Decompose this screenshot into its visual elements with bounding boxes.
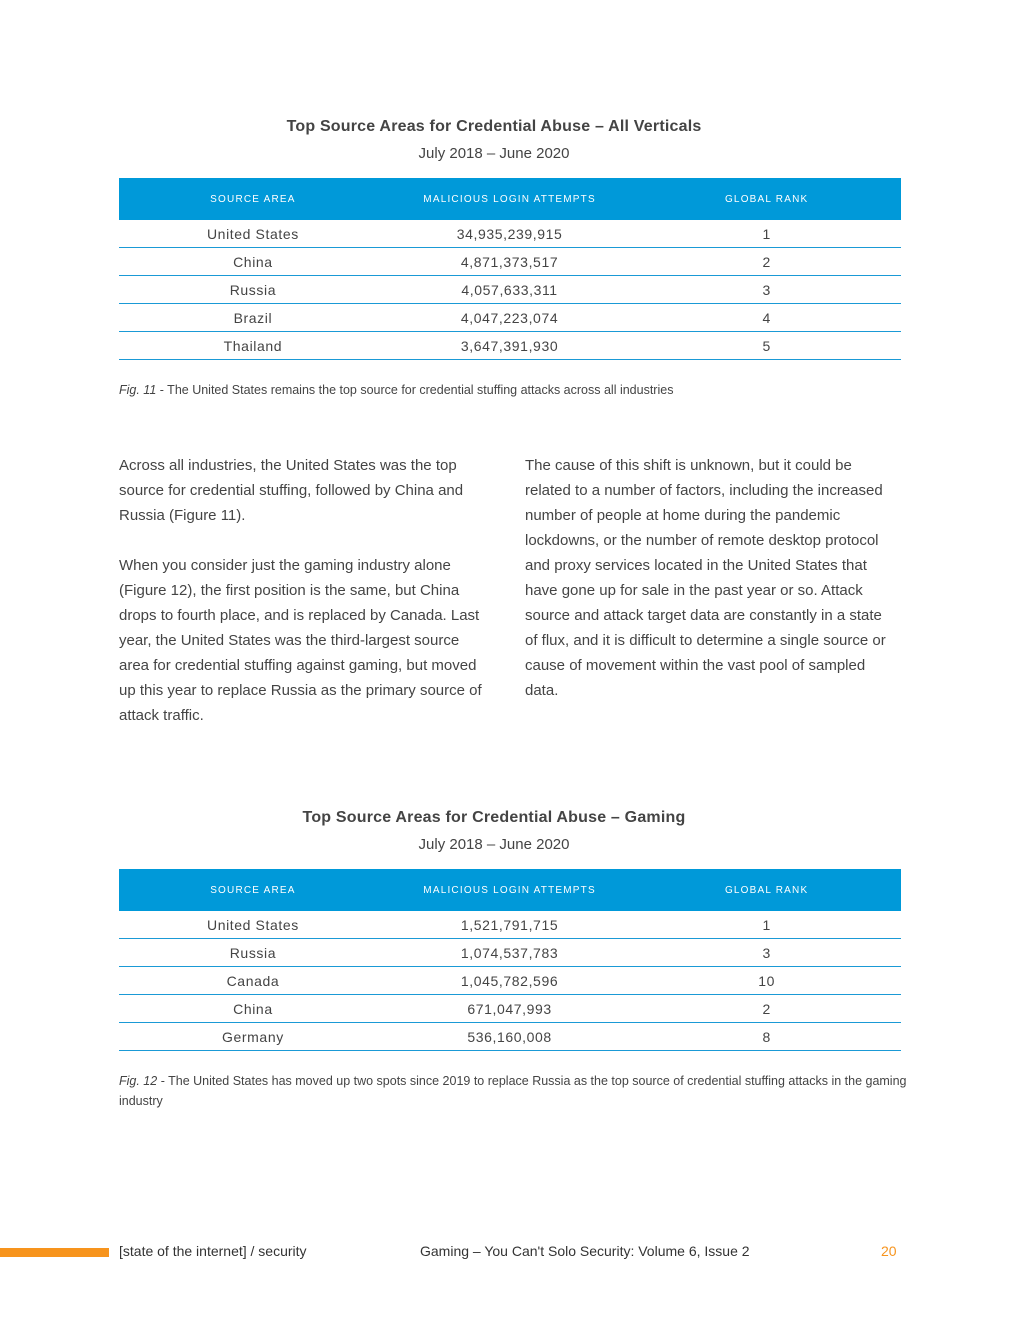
table-row (119, 1023, 901, 1051)
caption-text: - The United States has moved up two spots since 2019 to replace Russia as the top source of credential stuffing attacks in the gaming industry (119, 1074, 907, 1108)
page-number: 20 (881, 1243, 897, 1259)
table2 (119, 869, 901, 1051)
table1-title: Top Source Areas for Credential Abuse – All Verticals (286, 118, 702, 135)
cell-global-rank: 1 (632, 220, 901, 248)
table-row (119, 911, 901, 939)
cell-source-area: Brazil (119, 304, 387, 332)
left-paragraph-2: When you consider just the gaming industry alone (Figure 12), the first position is the same, but China drops to fourth place, and is replaced by Canada. Last year, the United States was the third-largest source area for credential stuffing against gaming, but moved up this year to replace Russia as the primary source of attack traffic. (119, 557, 482, 724)
cell-global-rank: 1 (632, 911, 901, 939)
footer-report-title: Gaming – You Can't Solo Security: Volume 6, Issue 2 (420, 1243, 750, 1259)
table1-subtitle: July 2018 – June 2020 (418, 145, 570, 162)
cell-login-attempts: 4,871,373,517 (387, 248, 633, 276)
caption-label: Fig. 12 (119, 1074, 158, 1088)
table-row (119, 220, 901, 248)
cell-source-area: China (119, 248, 387, 276)
cell-source-area: China (119, 995, 387, 1023)
cell-global-rank: 4 (632, 304, 901, 332)
table1 (119, 178, 901, 360)
right-paragraph-1: The cause of this shift is unknown, but it could be related to a number of factors, including the increased number of people at home during the pandemic lockdowns, or the number of remote desktop protocol and proxy services located in the United States that have gone up for sale in the past year or so. Attack source and attack target data are constantly in a state of flux, and it is difficult to determine a single source or cause of movement within the vast pool of sampled data. (525, 457, 886, 699)
col-source-area: SOURCE AREA (119, 869, 387, 911)
cell-login-attempts: 4,057,633,311 (387, 276, 633, 304)
table-row (119, 967, 901, 995)
cell-login-attempts: 3,647,391,930 (387, 332, 633, 360)
col-malicious-login-attempts: MALICIOUS LOGIN ATTEMPTS (387, 869, 632, 911)
table2-subtitle: July 2018 – June 2020 (418, 836, 570, 853)
table-row (119, 939, 901, 967)
cell-login-attempts: 671,047,993 (387, 995, 632, 1023)
caption-text: - The United States remains the top source for credential stuffing attacks across all industries (156, 383, 674, 397)
table-row (119, 995, 901, 1023)
cell-login-attempts: 34,935,239,915 (387, 220, 633, 248)
cell-global-rank: 8 (632, 1023, 901, 1051)
cell-global-rank: 2 (632, 248, 901, 276)
cell-source-area: Thailand (119, 332, 387, 360)
col-global-rank: GLOBAL RANK (632, 178, 901, 220)
figure-12-caption (119, 1071, 909, 1111)
col-source-area: SOURCE AREA (119, 178, 387, 220)
table-row (119, 276, 901, 304)
cell-source-area: Canada (119, 967, 387, 995)
cell-global-rank: 3 (632, 939, 901, 967)
cell-global-rank: 2 (632, 995, 901, 1023)
caption-label: Fig. 11 (119, 383, 157, 397)
cell-login-attempts: 1,045,782,596 (387, 967, 632, 995)
figure-11-caption (119, 380, 909, 400)
cell-source-area: United States (119, 220, 387, 248)
footer-brand: [state of the internet] / security (119, 1243, 307, 1259)
table2-title: Top Source Areas for Credential Abuse – Gaming (302, 809, 686, 826)
table-row (119, 304, 901, 332)
cell-source-area: Russia (119, 939, 387, 967)
cell-login-attempts: 1,074,537,783 (387, 939, 632, 967)
cell-login-attempts: 536,160,008 (387, 1023, 632, 1051)
left-paragraph-1: Across all industries, the United States was the top source for credential stuffing, followed by China and Russia (Figure 11). (119, 457, 464, 524)
cell-source-area: Russia (119, 276, 387, 304)
cell-source-area: Germany (119, 1023, 387, 1051)
col-malicious-login-attempts: MALICIOUS LOGIN ATTEMPTS (387, 178, 633, 220)
cell-login-attempts: 4,047,223,074 (387, 304, 633, 332)
cell-global-rank: 10 (632, 967, 901, 995)
cell-global-rank: 3 (632, 276, 901, 304)
table-row (119, 332, 901, 360)
table-row (119, 248, 901, 276)
footer-accent-bar (0, 1248, 109, 1257)
col-global-rank: GLOBAL RANK (632, 869, 901, 911)
cell-login-attempts: 1,521,791,715 (387, 911, 632, 939)
cell-source-area: United States (119, 911, 387, 939)
cell-global-rank: 5 (632, 332, 901, 360)
